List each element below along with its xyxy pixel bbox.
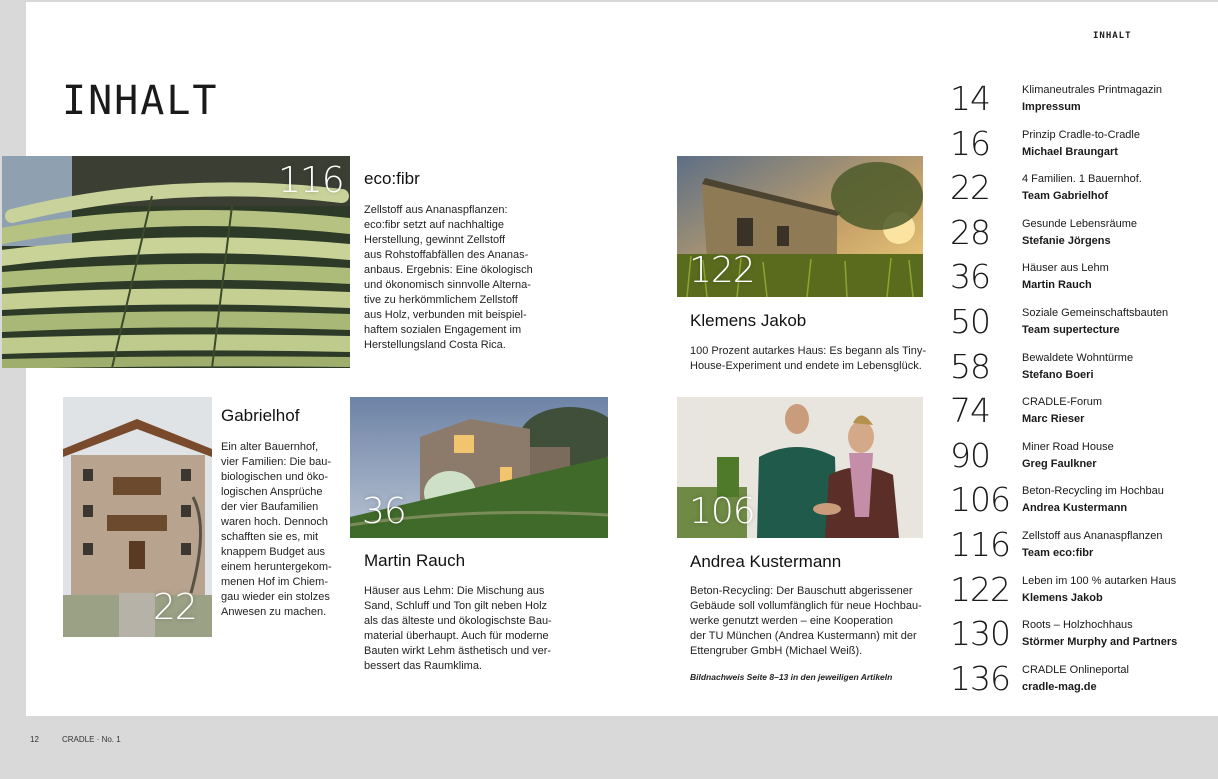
- toc-page-number: 28: [950, 212, 990, 252]
- article-body: Häuser aus Lehm: Die Mischung aus Sand, Schluff und Ton gilt neben Holz als das älteste und ökologischste Bau- material überhaupt. Auch für moderne Bauten wirkt Lehm ästhetisch und ver- bessert das Raumklima.: [364, 585, 552, 672]
- toc-author: Team supertecture: [1022, 323, 1120, 336]
- toc-author: Andrea Kustermann: [1022, 502, 1128, 515]
- toc-entry[interactable]: [950, 301, 1190, 346]
- toc-entry[interactable]: [950, 78, 1190, 123]
- toc-entry[interactable]: [950, 256, 1190, 301]
- toc-title: Gesunde Lebensräume: [1022, 217, 1137, 230]
- toc-page-number: 36: [950, 257, 990, 297]
- toc-title: Beton-Recycling im Hochbau: [1022, 485, 1164, 498]
- toc-title: Bewaldete Wohntürme: [1022, 351, 1134, 364]
- article-page-number: 122: [689, 250, 755, 291]
- article-body: Zellstoff aus Ananaspflanzen: eco:fibr setzt auf nachhaltige Herstellung, gewinnt Zellstoff aus Rohstoffabfällen des Ananas- anbaus. Ergebnis: Eine ökologisch und ökonomisch sinnvolle Alterna- tive zu herkömmlichem Zellstoff aus Holz, verbunden mit beispiel- haftem sozialen Engagement im Herstellungsland Costa Rica.: [364, 204, 533, 351]
- toc-entry[interactable]: [950, 123, 1190, 168]
- toc-author: Marc Rieser: [1022, 413, 1085, 426]
- folio-magazine-name: CRADLE · No. 1: [62, 735, 121, 744]
- toc-title: CRADLE-Forum: [1022, 396, 1103, 409]
- toc-author: Stefanie Jörgens: [1022, 234, 1111, 247]
- toc-page-number: 106: [950, 480, 1010, 520]
- article-headline: Andrea Kustermann: [690, 552, 842, 571]
- toc-page-number: 14: [950, 79, 990, 118]
- toc-page-number: 116: [950, 524, 1010, 564]
- article-page-number: 106: [689, 491, 755, 532]
- toc-entry[interactable]: [950, 569, 1190, 614]
- toc-title: Leben im 100 % autarken Haus: [1022, 574, 1177, 587]
- toc-author: cradle-mag.de: [1022, 680, 1097, 693]
- table-of-contents: [950, 78, 1190, 702]
- toc-title: Häuser aus Lehm: [1022, 262, 1109, 275]
- toc-entry[interactable]: [950, 479, 1190, 524]
- pineapple-leaves-photo: [2, 156, 350, 368]
- toc-page-number: 136: [950, 658, 1010, 698]
- toc-author: Stefano Boeri: [1022, 368, 1094, 381]
- toc-title: Roots – Holzhochhaus: [1022, 619, 1133, 632]
- article-headline: Gabrielhof: [221, 406, 300, 425]
- toc-author: Störmer Murphy and Partners: [1022, 636, 1178, 649]
- toc-page-number: 122: [950, 569, 1010, 609]
- toc-title: CRADLE Onlineportal: [1022, 663, 1129, 676]
- article-headline: Klemens Jakob: [690, 311, 807, 330]
- article-headline: Martin Rauch: [364, 551, 466, 570]
- toc-entry[interactable]: [950, 524, 1190, 569]
- toc-page-number: 74: [950, 391, 990, 431]
- section-label: INHALT: [1093, 31, 1132, 41]
- article-body: Ein alter Bauernhof, vier Familien: Die bau- biologischen und öko- logischen Ansprüche der vier Baufamilien waren hoch. Dennoch schafften sie es, mit knappem Budget aus einem heruntergekom- menen Hof im Chiem- gau wieder ein stolzes Anwesen zu machen.: [221, 441, 332, 618]
- toc-page-number: 90: [950, 435, 990, 475]
- two-people-concrete-photo: [677, 397, 923, 538]
- toc-author: Team Gabrielhof: [1022, 190, 1108, 203]
- toc-author: Greg Faulkner: [1022, 457, 1097, 470]
- article-page-number: 116: [278, 160, 344, 201]
- toc-entry[interactable]: [950, 658, 1190, 703]
- toc-title: 4 Familien. 1 Bauernhof.: [1022, 173, 1142, 186]
- toc-page-number: 16: [950, 123, 990, 163]
- toc-title: Zellstoff aus Ananaspflanzen: [1022, 529, 1163, 542]
- toc-entry[interactable]: [950, 167, 1190, 212]
- toc-entry[interactable]: [950, 346, 1190, 391]
- toc-title: Klimaneutrales Printmagazin: [1022, 84, 1163, 96]
- article-page-number: 22: [153, 587, 197, 628]
- toc-title: Soziale Gemeinschaftsbauten: [1022, 306, 1169, 319]
- farmhouse-photo: [63, 397, 212, 637]
- toc-author: Michael Braungart: [1022, 145, 1118, 158]
- article-page-number: 36: [362, 491, 406, 532]
- rammed-earth-house-photo: [350, 397, 608, 538]
- toc-title: Prinzip Cradle-to-Cradle: [1022, 128, 1140, 141]
- toc-title: Miner Road House: [1022, 440, 1114, 453]
- toc-entry[interactable]: [950, 390, 1190, 435]
- toc-author: Klemens Jakob: [1022, 591, 1103, 604]
- photo-credit: Bildnachweis Seite 8–13 in den jeweiligen Artikeln: [690, 672, 893, 682]
- article-body: 100 Prozent autarkes Haus: Es begann als Tiny- House-Experiment und endete im Lebensglück.: [690, 345, 927, 372]
- folio-page-number: 12: [30, 735, 39, 744]
- toc-page-number: 50: [950, 301, 990, 341]
- toc-page-number: 130: [950, 614, 1010, 654]
- article-headline: eco:fibr: [364, 169, 420, 188]
- toc-author: Impressum: [1022, 101, 1081, 113]
- page-title: INHALT: [62, 78, 219, 124]
- toc-entry[interactable]: [950, 435, 1190, 480]
- toc-entry[interactable]: [950, 613, 1190, 658]
- toc-page-number: 22: [950, 168, 990, 208]
- toc-page-number: 58: [950, 346, 990, 386]
- tiny-house-sunset-photo: [677, 156, 923, 297]
- toc-entry[interactable]: [950, 212, 1190, 257]
- toc-author: Team eco:fibr: [1022, 546, 1094, 559]
- article-body: Beton-Recycling: Der Bauschutt abgerissener Gebäude soll vollumfänglich für neue Hochbau- werke genutzt werden – eine Kooperation der TU München (Andrea Kustermann) mit der Ettengruber GmbH (Michael Weiß).: [690, 585, 922, 657]
- toc-author: Martin Rauch: [1022, 279, 1092, 292]
